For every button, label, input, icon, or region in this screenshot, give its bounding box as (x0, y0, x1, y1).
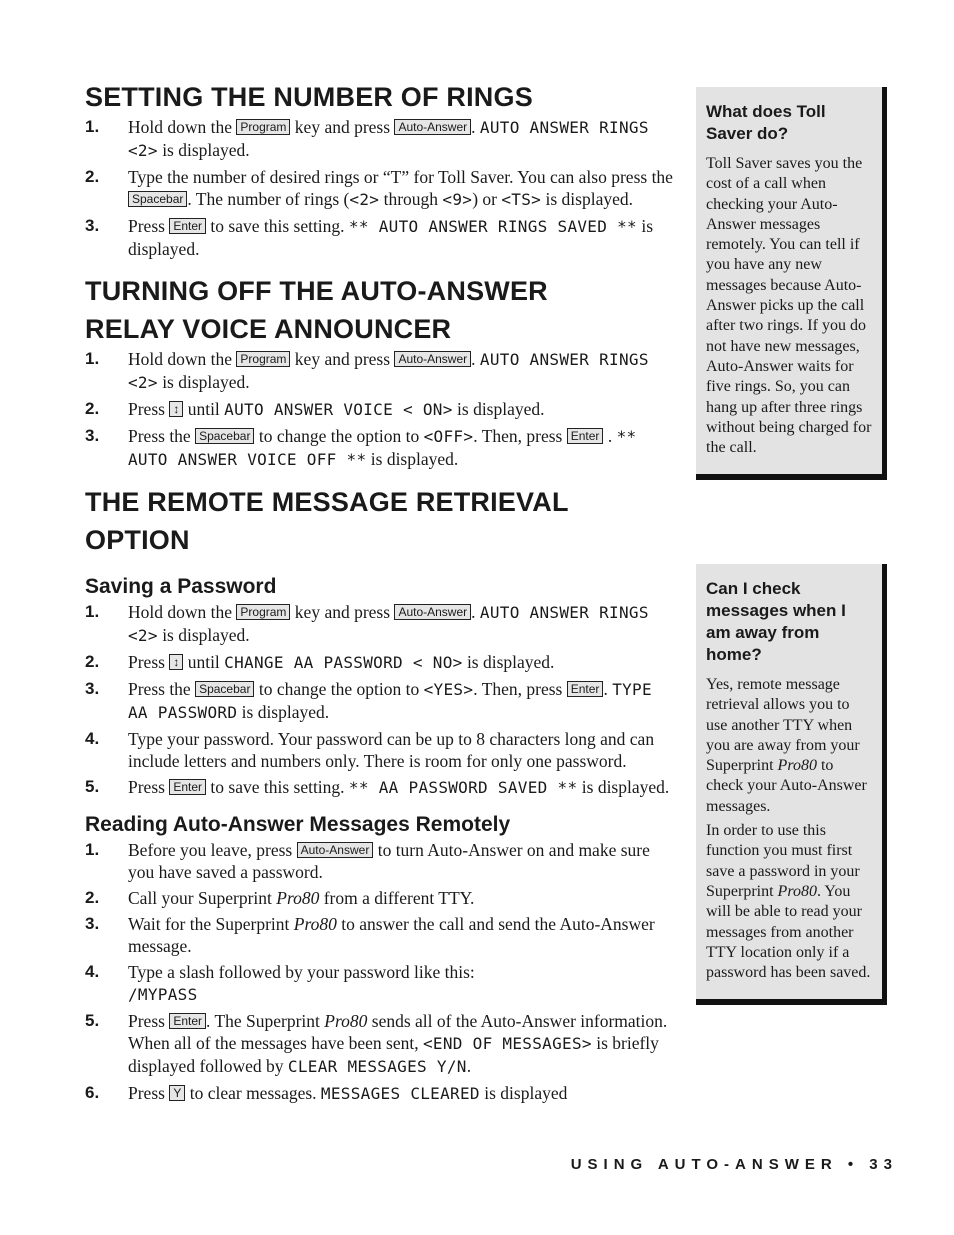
section-title-remote: THE REMOTE MESSAGE RETRIEVAL OPTION (85, 487, 569, 555)
sidebar-body: Yes, remote message retrieval allows you to use another TTY when you are away from your Superprint Pro80 to check your Auto-Answer messages. (706, 676, 867, 815)
enter-key: Enter (169, 779, 206, 795)
list-item: 5. Press Enter . The Superprint Pro80 sends all of the Auto-Answer information. When all of the messages have been sent, <END OF MESSAGES> is briefly displayed followed by CLEAR MESSAGES Y/N. (85, 1011, 668, 1076)
list-item: 1. Before you leave, press Auto-Answer to turn Auto-Answer on and make sure you have saved a password. (85, 840, 650, 882)
auto-answer-key: Auto-Answer (394, 119, 471, 135)
page-footer: USING AUTO-ANSWER • 33 (570, 1156, 898, 1173)
spacebar-key: Spacebar (195, 681, 254, 697)
subsection-title-password: Saving a Password (85, 575, 277, 598)
list-item: 1. Hold down the Program key and press Auto-Answer . AUTO ANSWER RINGS <2> is displayed. (85, 349, 649, 392)
up-down-arrow-icon: ↕ (169, 654, 183, 670)
program-key: Program (236, 604, 290, 620)
list-item: 1. Hold down the Program key and press Auto-Answer . AUTO ANSWER RINGS <2> is displayed. (85, 117, 649, 160)
sidebar-body: Toll Saver saves you the cost of a call when checking your Auto-Answer messages remotely. You can tell if you have any new messages because Auto-Answer picks up the call after two rings. If you do not have new messages, Auto-Answer waits for five rings. So, you can hang up after three rings without being charged for the call. (706, 155, 872, 457)
list-item: 2. Press ↕ until AUTO ANSWER VOICE < ON> is displayed. (85, 399, 545, 419)
list-item: 1. Hold down the Program key and press Auto-Answer . AUTO ANSWER RINGS <2> is displayed. (85, 602, 649, 645)
y-key: Y (169, 1085, 185, 1101)
list-item: 3. Press Enter to save this setting. ** AUTO ANSWER RINGS SAVED ** is displayed. (85, 216, 654, 259)
spacebar-key: Spacebar (128, 191, 187, 207)
list-item: 3. Wait for the Superprint Pro80 to answer the call and send the Auto-Answer message. (85, 914, 655, 956)
enter-key: Enter (169, 1013, 206, 1029)
list-item: 6. Press Y to clear messages. MESSAGES CLEARED is displayed (85, 1083, 568, 1103)
main-column (85, 78, 675, 1109)
rings-steps (85, 116, 675, 260)
enter-key: Enter (567, 428, 604, 444)
sidebar-toll-saver (696, 87, 887, 480)
list-item: 2. Press ↕ until CHANGE AA PASSWORD < NO> is displayed. (85, 652, 555, 672)
auto-answer-key: Auto-Answer (297, 842, 374, 858)
voice-steps (85, 348, 675, 471)
sidebar-title: What does Toll Saver do? (706, 102, 826, 143)
list-item: 3. Press the Spacebar to change the option to <YES>. Then, press Enter . TYPE AA PASSWORD is displayed. (85, 679, 652, 722)
list-item: 4. Type a slash followed by your password like this: /MYPASS (85, 962, 475, 1004)
enter-key: Enter (169, 218, 206, 234)
section-title-voice: TURNING OFF THE AUTO-ANSWER RELAY VOICE ANNOUNCER (85, 276, 548, 344)
auto-answer-key: Auto-Answer (394, 604, 471, 620)
program-key: Program (236, 119, 290, 135)
list-item: 2. Call your Superprint Pro80 from a different TTY. (85, 888, 475, 908)
list-item: 3. Press the Spacebar to change the option to <OFF>. Then, press Enter . ** AUTO ANSWER VOICE OFF ** is displayed. (85, 426, 637, 469)
up-down-arrow-icon: ↕ (169, 401, 183, 417)
display-text: AUTO ANSWER RINGS <2> (128, 118, 649, 160)
sidebar-title: Can I check messages when I am away from home? (706, 579, 846, 664)
password-steps (85, 601, 675, 799)
list-item: 4. Type your password. Your password can be up to 8 characters long and can include letters and numbers only. There is room for only one password. (85, 729, 655, 771)
sidebar-body: In order to use this function you must first save a password in your Superprint Pro80. You will be able to read your messages from another TTY location only if a password has been saved. (706, 822, 871, 982)
section-title-rings: SETTING THE NUMBER OF RINGS (85, 82, 533, 112)
program-key: Program (236, 351, 290, 367)
list-item: 2. Type the number of desired rings or “T” for Toll Saver. You can also press the Spacebar . The number of rings (<2> through <9>) or <TS> is displayed. (85, 167, 673, 209)
spacebar-key: Spacebar (195, 428, 254, 444)
sidebar-remote-check (696, 564, 887, 1005)
auto-answer-key: Auto-Answer (394, 351, 471, 367)
enter-key: Enter (567, 681, 604, 697)
list-item: 5. Press Enter to save this setting. ** AA PASSWORD SAVED ** is displayed. (85, 777, 670, 797)
reading-steps (85, 839, 675, 1105)
subsection-title-reading: Reading Auto-Answer Messages Remotely (85, 813, 511, 836)
